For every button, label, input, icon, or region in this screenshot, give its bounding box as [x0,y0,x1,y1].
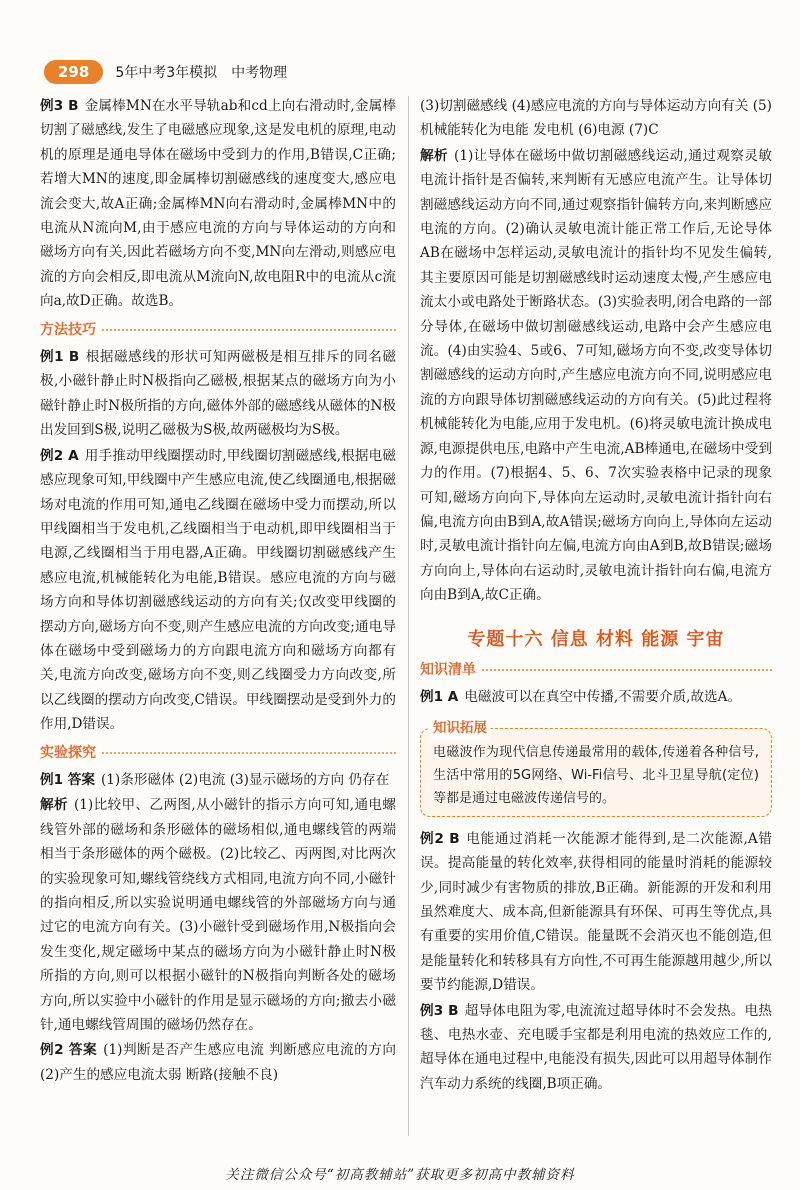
experiment-example-2-continued: (3)切割磁感线 (4)感应电流的方向与导体运动方向有关 (5)机械能转化为电能 发电机 (6)电源 (7)C [420,98,772,139]
example-label: 例2 B [420,830,460,847]
example-label: 例2 A [40,447,79,464]
section-rule [102,752,396,754]
example-label: 例3 B [40,98,79,114]
example-text: 电能通过消耗一次能源才能得到,是二次能源,A错误。提高能量的转化效率,获得相同的能量时消耗的能源较少,同时减少有害物质的排放,B正确。新能源的开发和利用虽然难度大、成本高,但新能源具有环保、可再生等优点,具有重要的实用价值,C错误。能量既不会消灭也不能创造,但是能量转化和转移具有方向性,不可再生能源越用越少,所以要节约能源,D错误。 [420,830,772,994]
section-rule [482,669,772,671]
section-experiment [40,741,396,765]
method-example-2 [40,444,396,737]
section-title: 实验探究 [40,744,96,761]
example-text: 根据磁感线的形状可知两磁极是相互排斥的同名磁极,小磁针静止时N极指向乙磁极,根据某点的磁场方向为小磁针静止时N极所指的方向,磁体外部的磁感线从磁体的N极出发回到S极,说明乙磁极为S极,故两磁极均为S极。 [40,349,396,439]
section-knowledge [420,658,772,682]
right-column [420,94,772,1097]
example-label: 例1 B [40,349,80,366]
left-column [40,94,396,1088]
experiment-analysis-1 [40,793,396,1037]
section-title: 方法技巧 [40,321,96,338]
analysis-text: (1)让导体在磁场中做切割磁感线运动,通过观察灵敏电流计指针是否偏转,来判断有无感应电流产生。让导体切割磁感线运动方向不同,通过观察指针偏转方向,来判断感应电流的方向。(2)确认灵敏电流计能正常工作后,无论导体AB在磁场中怎样运动,灵敏电流计的指针均不见发生偏转,其主要原因可能是切割磁感线时运动速度太慢,产生感应电流太小或电路处于断路状态。(3)实验表明,闭合电路的一部分导体,在磁场中做切割磁感线运动,电路中会产生感应电流。(4)由实验4、5或6、7可知,磁场方向不变,改变导体切割磁感线的运动方向时,产生感应电流方向不同,说明感应电流的方向跟导体切割磁感线运动的方向有关。(5)此过程将机械能转化为电能,应用于发电机。(6)将灵敏电流计换成电源,电源提供电压,电路中产生电流,AB棒通电,在磁场中受到力的作用。(7)根据4、5、6、7次实验表格中记录的现象可知,磁场方向向下,导体向左运动时,灵敏电流计指针向右偏,电流方向由B到A,故A错误;磁场方向向上,导体向左运动时,灵敏电流计指针向左偏,电流方向由A到B,故B错误;磁场方向向上,导体向右运动时,灵敏电流计指针向右偏,电流方向由B到A,故C正确。 [420,147,773,604]
section-rule [102,329,396,331]
experiment-analysis-2 [420,144,772,608]
extension-text: 电磁波作为现代信息传递最常用的载体,传递着各种信号,生活中常用的5G网络、Wi-Fi信号、北斗卫星导航(定位)等都是通过电磁波传递信号的。 [433,744,759,806]
example-text: 电磁波可以在真空中传播,不需要介质,故选A。 [464,689,742,706]
example-label: 例1 答案 [40,771,95,788]
method-example-1 [40,345,396,443]
knowledge-example-2 [420,827,772,998]
example-text: (1)判断是否产生感应电流 判断感应电流的方向 (2)产生的感应电流太弱 断路(接触不良) [40,1042,396,1083]
footer-note: 关注微信公众号“初高教辅站”获取更多初高中教辅资料 [225,1167,575,1183]
knowledge-example-1 [420,685,772,709]
section-method [40,318,396,342]
experiment-example-1 [40,768,396,792]
book-title: 5年中考3年模拟 [115,65,218,81]
book-subject: 中考物理 [231,65,288,81]
knowledge-extension-box [420,719,772,817]
example-label: 例3 B [420,1002,459,1019]
example-text: 超导体电阻为零,电流流过超导体时不会发热。电热毯、电热水壶、充电暖手宝都是利用电流的热效应工作的,超导体在通电过程中,电能没有损失,因此可以用超导体制作汽车动力系统的线圈,B项正确。 [420,1002,772,1092]
experiment-example-2 [40,1038,396,1087]
analysis-label: 解析 [40,797,68,814]
page-number: 298 [44,60,103,84]
section-title: 知识清单 [420,661,476,678]
example-text: (1)条形磁体 (2)电流 (3)显示磁场的方向 仍存在 [100,771,390,788]
example-text: 用手推动甲线圈摆动时,甲线圈切割磁感线,根据电磁感应现象可知,甲线圈中产生感应电流,使乙线圈通电,根据磁场对电流的作用可知,通电乙线圈在磁场中受力而摆动,所以甲线圈相当于发电机,乙线圈相当于电动机,即甲线圈相当于电源,乙线圈相当于用电器,A正确。甲线圈切割磁感线产生感应电流,机械能转化为电能,B错误。感应电流的方向与磁场方向和导体切割磁感线运动的方向有关;仅改变甲线圈的摆动方向,磁场方向不变,则产生感应电流的方向改变;通电导体在磁场中受到磁场力的方向跟电流方向和磁场方向都有关,电流方向改变,磁场方向不变,则乙线圈受力方向改变,所以乙线圈的摆动方向改变,C错误。甲线圈摆动是受到外力的作用,D错误。 [40,447,397,733]
topic-title: 专题十六 信息 材料 能源 宇宙 [467,628,725,650]
knowledge-example-3 [420,999,772,1097]
column-divider [408,96,409,1136]
analysis-text: (1)比较甲、乙两图,从小磁针的指示方向可知,通电螺线管外部的磁场和条形磁体的磁场相似,通电螺线管的两端相当于条形磁体的两个磁极。(2)比较乙、丙两图,对比两次的实验现象可知,螺线管绕线方式相同,电流方向不同,小磁针的指向相反,所以实验说明通电螺线管的外部磁场方向与通过它的电流方向有关。(3)小磁针受到磁场作用,N极指向会发生变化,规定磁场中某点的磁场方向为小磁针静止时N极所指的方向,则可以根据小磁针的N极指向判断各处的磁场方向,所以实验中小磁针的作用是显示磁场的方向;撤去小磁针,通电螺线管周围的磁场仍然存在。 [40,797,397,1034]
extension-title: 知识拓展 [429,717,491,740]
example-3 [40,94,396,314]
example-label: 例2 答案 [40,1042,98,1059]
example-label: 例1 A [420,689,459,706]
analysis-label: 解析 [420,147,449,164]
example-text: 金属棒MN在水平导轨ab和cd上向右滑动时,金属棒切割了磁感线,发生了电磁感应现象,这是发电机的原理,电动机的原理是通电导体在磁场中受到力的作用,B错误,C正确;若增大MN的速度,即金属棒切割磁感线的速度变大,感应电流会变大,故A正确;金属棒MN向右滑动时,金属棒MN中的电流从N流向M,由于感应电流的方向与导体运动的方向和磁场方向有关,因此若磁场方向不变,MN向左滑动,则感应电流的方向会相反,即电流从M流向N,故电阻R中的电流从c流向a,故D正确。故选B。 [40,98,396,310]
page-header [44,58,287,86]
